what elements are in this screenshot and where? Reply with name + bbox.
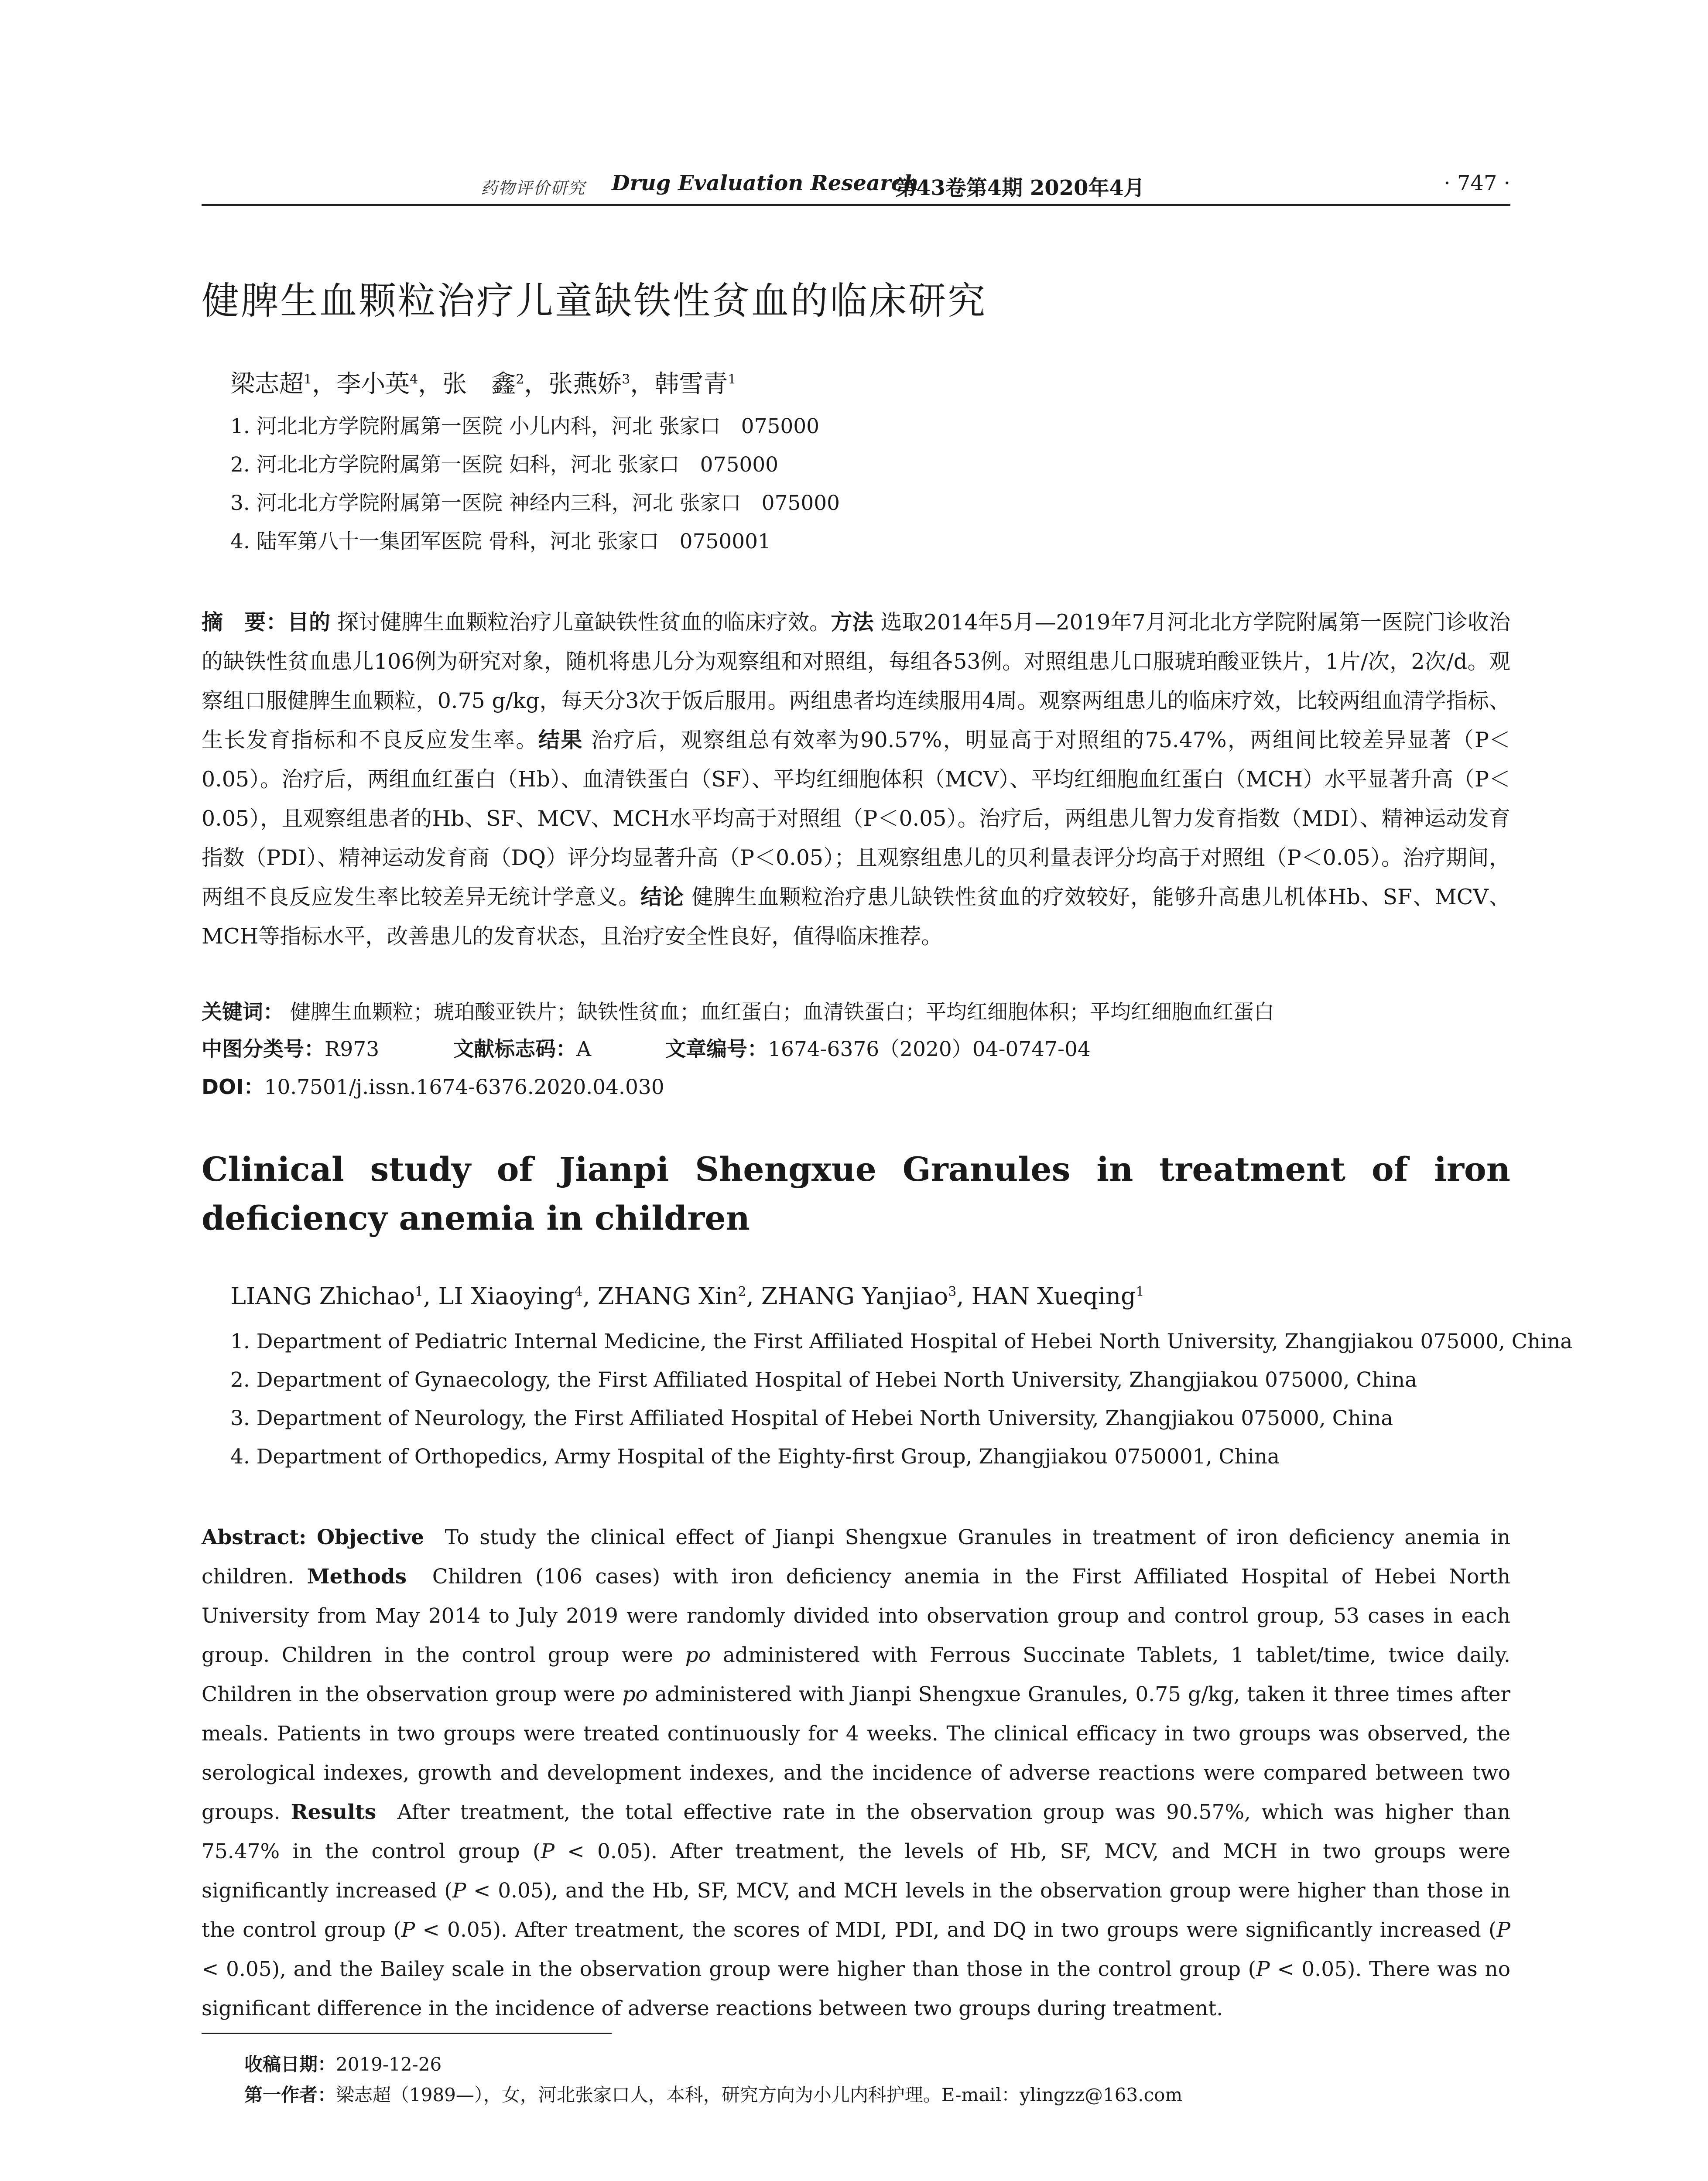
results-text: After treatment, the total effective rate in the observation group was 90.57%, which was higher than 75.47% in the control group ( [202, 1800, 1510, 1863]
p-value-symbol: P [541, 1839, 555, 1863]
doi-label: DOI： [202, 1075, 264, 1099]
author-name: 张燕娇 [548, 370, 622, 398]
classification-line [202, 1033, 1091, 1062]
affiliation-english: 4. Department of Orthopedics, Army Hospital of the Eighty-first Group, Zhangjiakou 0750001, China [230, 1445, 1280, 1469]
page-number: · 747 · [1444, 171, 1510, 195]
affiliation-english: 1. Department of Pediatric Internal Medicine, the First Affiliated Hospital of Hebei North University, Zhangjiakou 075000, China [230, 1330, 1573, 1354]
author-name: ZHANG Yanjiao [761, 1282, 948, 1310]
journal-name: Drug Evaluation Research [612, 171, 919, 195]
authors-chinese: 梁志超$^1$，李小英$^4$，张 鑫$^2$，张燕娇$^3$，韩雪青$^1$ [230, 370, 736, 398]
author-affil-mark: 4 [410, 372, 418, 387]
author-name: LI Xiaoying [438, 1282, 575, 1310]
objective-label: Objective [317, 1525, 424, 1549]
p-value-symbol: P [452, 1879, 466, 1903]
methods-text: administered with Ferrous Succinate Tablets, 1 tablet/time, twice daily. Children in the observation group were [202, 1643, 1510, 1706]
received-label: 收稿日期： [244, 2054, 336, 2075]
methods-text: 选取2014年5月—2019年7月河北北方学院附属第一医院门诊收治的缺铁性贫血患儿106例为研究对象，随机将患儿分为观察组和对照组，每组各53例。对照组患儿口服琥珀酸亚铁片，1片/次，2次/d。观察组口服健脾生血颗粒，0.75 g/kg，每天分3次于饭后服用。两组患者均连续服用4周。观察两组患儿的临床疗效，比较两组血清学指标、生长发育指标和不良反应发生率。 [202, 610, 1510, 752]
doc-code-value: A [576, 1037, 592, 1061]
article-number-value: 1674-6376（2020）04-0747-04 [768, 1037, 1091, 1061]
results-text: < 0.05). There was no significant difference in the incidence of adverse reactions between two groups during treatment. [202, 1957, 1510, 2020]
route-abbrev: po [685, 1643, 711, 1667]
abstract-chinese [202, 603, 1510, 956]
objective-text: To study the clinical effect of Jianpi Shengxue Granules in treatment of iron deficiency anemia in children. [202, 1525, 1510, 1589]
authors-english: LIANG Zhichao$^1$, LI Xiaoying$^4$, ZHANG Xin$^2$, ZHANG Yanjiao$^3$, HAN Xueqing$^1$ [230, 1282, 1144, 1310]
title-english: Clinical study of Jianpi Shengxue Granules in treatment of iron deficiency anemia in children [202, 1150, 1510, 1237]
keywords-label: 关键词： [202, 1000, 284, 1024]
author-name: 李小英 [336, 370, 410, 398]
clc-value: R973 [325, 1037, 380, 1061]
methods-label: 方法 [831, 610, 874, 635]
conclusion-label: 结论 [640, 885, 685, 909]
author-name: ZHANG Xin [597, 1282, 738, 1310]
affiliation-chinese: 4. 陆军第八十一集团军医院 骨科，河北 张家口 0750001 [230, 530, 771, 554]
first-author-info: 梁志超（1989—），女，河北张家口人，本科，研究方向为小儿内科护理。E-mail：ylingzz@163.com [336, 2084, 1183, 2106]
author-name: LIANG Zhichao [230, 1282, 415, 1310]
results-text: < 0.05), and the Bailey scale in the observation group were higher than those in the control group ( [202, 1957, 1256, 1981]
objective-text: 探讨健脾生血颗粒治疗儿童缺铁性贫血的临床疗效。 [337, 610, 831, 635]
author-affil-mark: 1 [415, 1284, 424, 1299]
article-number-label: 文章编号： [665, 1037, 768, 1061]
methods-label: Methods [307, 1565, 407, 1589]
author-affil-mark: 3 [948, 1284, 957, 1299]
p-value-symbol: P [401, 1918, 415, 1942]
footnote-received [244, 2050, 442, 2076]
results-label: 结果 [538, 728, 583, 752]
author-affil-mark: 4 [574, 1284, 583, 1299]
conclusion-text: 健脾生血颗粒治疗患儿缺铁性贫血的疗效较好，能够升高患儿机体Hb、SF、MCV、MCH等指标水平，改善患儿的发育状态，且治疗安全性良好，值得临床推荐。 [202, 885, 1510, 949]
affiliation-chinese: 3. 河北北方学院附属第一医院 神经内三科，河北 张家口 075000 [230, 491, 840, 515]
affiliation-chinese: 1. 河北北方学院附属第一医院 小儿内科，河北 张家口 075000 [230, 414, 820, 438]
author-name: 韩雪青 [654, 370, 728, 398]
author-affil-mark: 2 [516, 372, 524, 387]
author-name: HAN Xueqing [971, 1282, 1136, 1310]
affiliation-english: 2. Department of Gynaecology, the First Affiliated Hospital of Hebei North University, Zhangjiakou 075000, China [230, 1368, 1417, 1392]
objective-label: 目的 [287, 610, 331, 635]
footnote-rule [202, 2033, 612, 2034]
abstract-label: 摘 要： [202, 610, 288, 635]
methods-text: administered with Jianpi Shengxue Granules, 0.75 g/kg, taken it three times after meals. Patients in two groups were treated continuously for 4 weeks. The clinical efficacy in two groups was observed, the serological indexes, growth and development indexes, and the incidence of adverse reactions were compared between two groups. [202, 1682, 1510, 1824]
first-author-label: 第一作者： [244, 2084, 336, 2106]
affiliation-english: 3. Department of Neurology, the First Affiliated Hospital of Hebei North University, Zhangjiakou 075000, China [230, 1406, 1393, 1430]
author-affil-mark: 2 [738, 1284, 746, 1299]
doc-code-label: 文献标志码： [453, 1037, 577, 1061]
received-date: 2019-12-26 [336, 2054, 442, 2075]
keywords-line [202, 996, 1274, 1025]
header-rule [202, 204, 1510, 206]
route-abbrev: po [622, 1682, 648, 1706]
running-header [202, 171, 1510, 202]
results-text: < 0.05). After treatment, the levels of Hb, SF, MCV, and MCH in two groups were significantly increased ( [202, 1839, 1510, 1903]
author-affil-mark: 1 [304, 372, 312, 387]
author-affil-mark: 1 [1136, 1284, 1144, 1299]
results-label: Results [291, 1800, 377, 1824]
journal-logo: 药物评价研究 [481, 178, 586, 198]
clc-label: 中图分类号： [202, 1037, 325, 1061]
title-chinese: 健脾生血颗粒治疗儿童缺铁性贫血的临床研究 [202, 279, 987, 323]
footnote-first-author [244, 2081, 1182, 2107]
doi-value[interactable]: 10.7501/j.issn.1674-6376.2020.04.030 [264, 1075, 664, 1099]
author-affil-mark: 1 [728, 372, 736, 387]
doi-line [202, 1071, 664, 1100]
results-text: < 0.05), and the Hb, SF, MCV, and MCH levels in the observation group were higher than those in the control group ( [202, 1879, 1511, 1942]
results-text: 治疗后，观察组总有效率为90.57%，明显高于对照组的75.47%，两组间比较差异显著（P＜0.05）。治疗后，两组血红蛋白（Hb）、血清铁蛋白（SF）、平均红细胞体积（MCV）、平均红细胞血红蛋白（MCH）水平显著升高（P＜0.05），且观察组患者的Hb、SF、MCV、MCH水平均高于对照组（P＜0.05）。治疗后，两组患儿智力发育指数（MDI）、精神运动发育指数（PDI）、精神运动发育商（DQ）评分均显著升高（P＜0.05）；且观察组患儿的贝利量表评分均高于对照组（P＜0.05）。治疗期间，两组不良反应发生率比较差异无统计学意义。 [202, 728, 1510, 909]
journal-issue: 第43卷第4期 2020年4月 [895, 176, 1145, 200]
author-name: 梁志超 [230, 370, 304, 398]
abstract-english [202, 1518, 1510, 2028]
author-affil-mark: 3 [622, 372, 630, 387]
p-value-symbol: P [1256, 1957, 1270, 1981]
keywords-text: 健脾生血颗粒；琥珀酸亚铁片；缺铁性贫血；血红蛋白；血清铁蛋白；平均红细胞体积；平均红细胞血红蛋白 [290, 1000, 1274, 1024]
author-name: 张 鑫 [442, 370, 516, 398]
affiliation-chinese: 2. 河北北方学院附属第一医院 妇科，河北 张家口 075000 [230, 453, 779, 477]
results-text: < 0.05). After treatment, the scores of MDI, PDI, and DQ in two groups were significantly increased ( [415, 1918, 1497, 1942]
methods-text: Children (106 cases) with iron deficiency anemia in the First Affiliated Hospital of Hebei North University from May 2014 to July 2019 were randomly divided into observation group and control group, 53 cases in each group. Children in the control group were [202, 1565, 1510, 1667]
abstract-label: Abstract: [202, 1525, 307, 1549]
p-value-symbol: P [1496, 1918, 1510, 1942]
